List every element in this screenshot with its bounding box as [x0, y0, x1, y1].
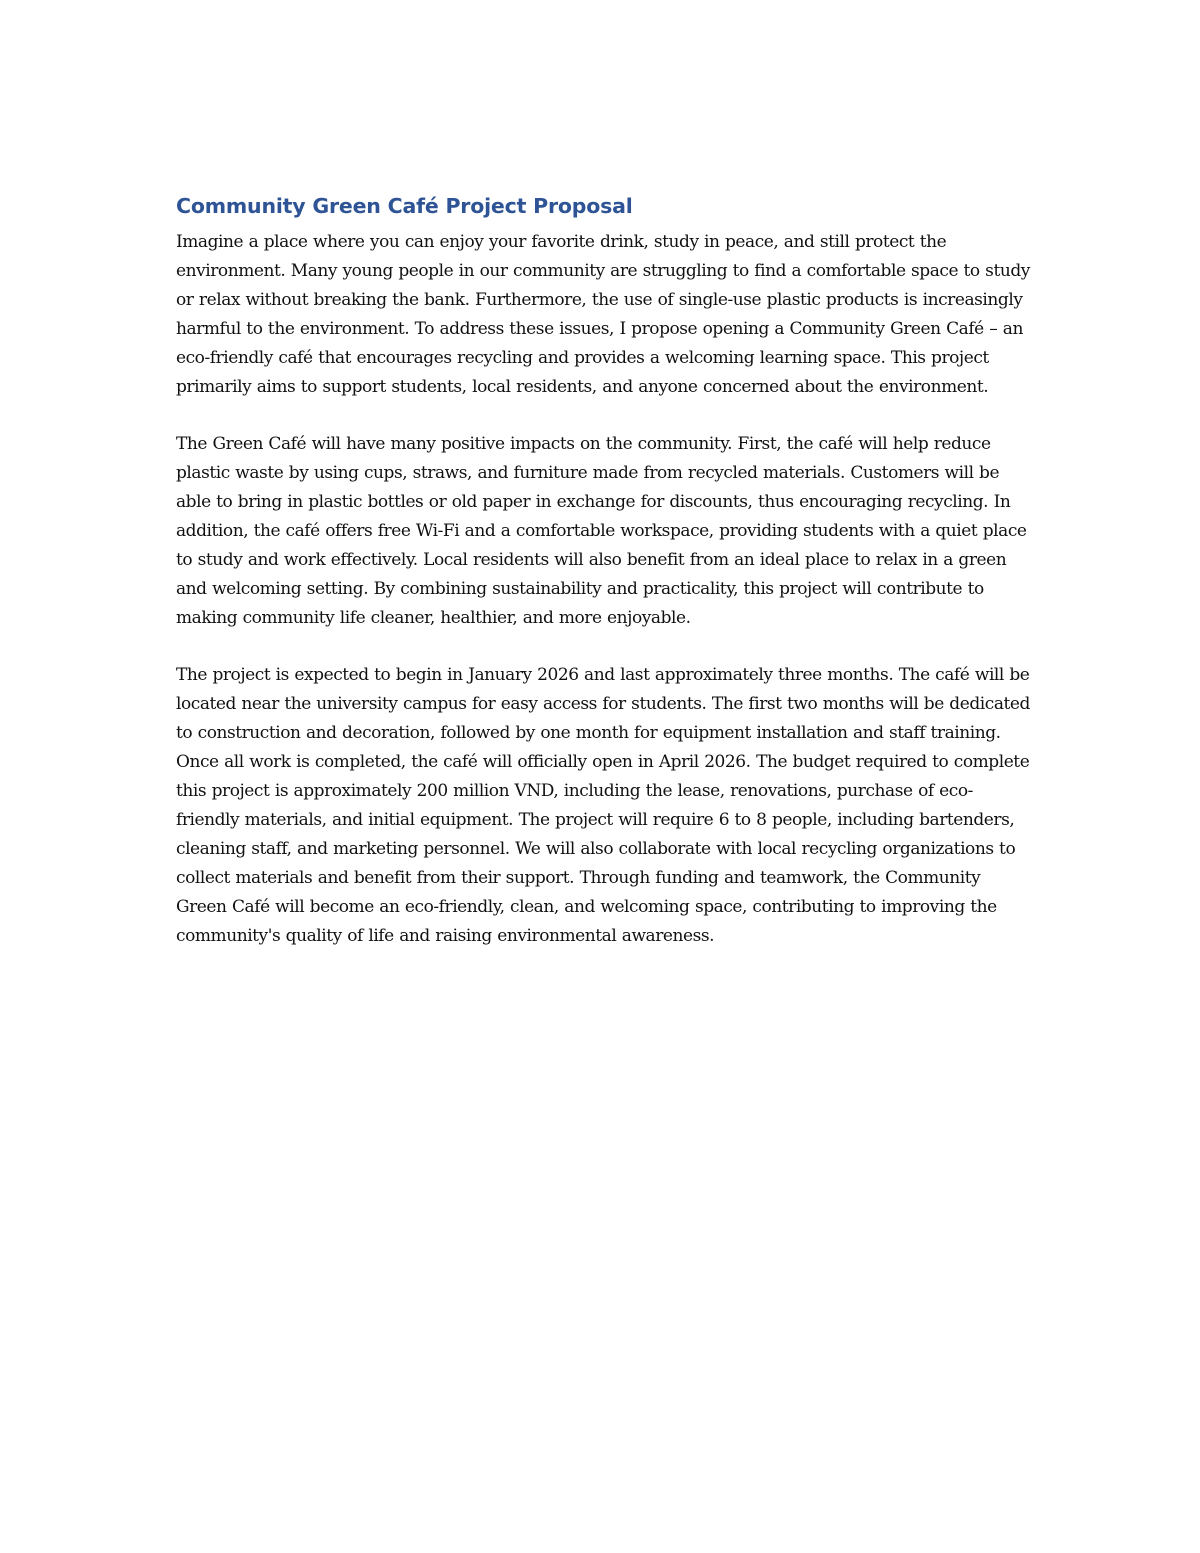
paragraph-timeline-budget: The project is expected to begin in January 2026 and last approximately three months. The café will be located near the university campus for easy access for students. The first two months will be dedicated to construction and decoration, followed by one month for equipment installation and staff training. Once all work is completed, the café will officially open in April 2026. The budget required to complete this project is approximately 200 million VND, including the lease, renovations, purchase of eco-friendly materials, and initial equipment. The project will require 6 to 8 people, including bartenders, cleaning staff, and marketing personnel. We will also collaborate with local recycling organizations to collect materials and benefit from their support. Through funding and teamwork, the Community Green Café will become an eco-friendly, clean, and welcoming space, contributing to improving the community's quality of life and raising environmental awareness. — [176, 665, 1030, 946]
document-title: Community Green Café Project Proposal — [176, 194, 633, 218]
document-body — [176, 190, 1036, 951]
paragraph-impacts: The Green Café will have many positive impacts on the community. First, the café will help reduce plastic waste by using cups, straws, and furniture made from recycled materials. Customers will be able to bring in plastic bottles or old paper in exchange for discounts, thus encouraging recycling. In addition, the café offers free Wi-Fi and a comfortable workspace, providing students with a quiet place to study and work effectively. Local residents will also benefit from an ideal place to relax in a green and welcoming setting. By combining sustainability and practicality, this project will contribute to making community life cleaner, healthier, and more enjoyable. — [176, 434, 1027, 628]
paragraph-introduction: Imagine a place where you can enjoy your favorite drink, study in peace, and still protect the environment. Many young people in our community are struggling to find a comfortable space to study or relax without breaking the bank. Furthermore, the use of single-use plastic products is increasingly harmful to the environment. To address these issues, I propose opening a Community Green Café – an eco-friendly café that encourages recycling and provides a welcoming learning space. This project primarily aims to support students, local residents, and anyone concerned about the environment. — [176, 232, 1030, 397]
